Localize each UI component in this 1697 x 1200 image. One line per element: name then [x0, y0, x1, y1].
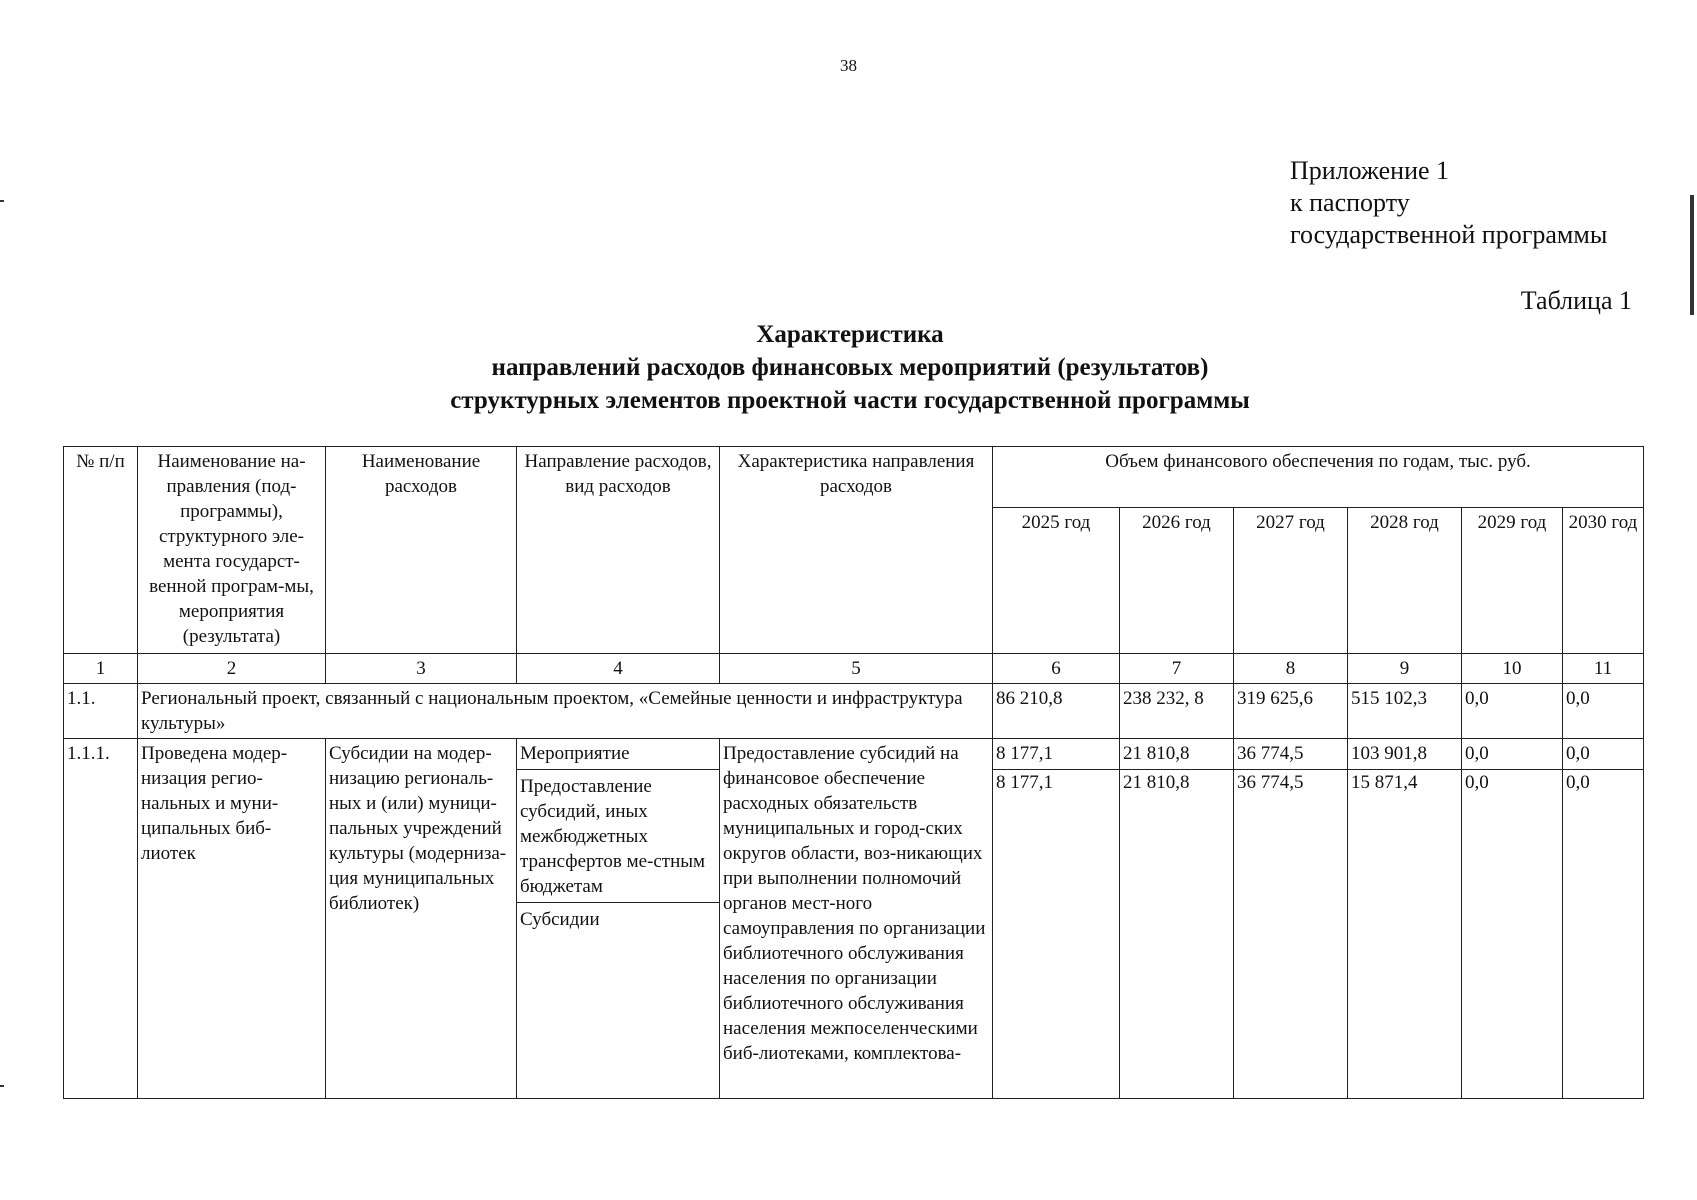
- direction-subsidies-transfers: Предоставление субсидий, иных межбюджетных трансфертов ме-стным бюджетам: [520, 776, 706, 897]
- value-2029-subsidies: 0,0: [1465, 772, 1489, 793]
- value-2026-subsidies: 21 810,8: [1123, 772, 1190, 793]
- scan-edge-mark: [0, 1085, 4, 1087]
- column-number: 6: [993, 654, 1120, 684]
- value-2028-cell: [1348, 739, 1462, 1099]
- result-name: Проведена модер-низация регио-нальных и муни-ципальных биб-лиотек: [138, 739, 326, 1099]
- expense-direction: [517, 739, 720, 1099]
- value-2026: 21 810,8: [1120, 741, 1233, 770]
- value-2027: 319 625,6: [1234, 684, 1348, 739]
- header-year-2025: 2025 год: [993, 508, 1120, 654]
- column-number: 4: [517, 654, 720, 684]
- direction-subsidies: Субсидии: [517, 902, 719, 932]
- value-2025: 86 210,8: [993, 684, 1120, 739]
- value-2026-cell: [1120, 739, 1234, 1099]
- value-2030-subsidies: 0,0: [1566, 772, 1590, 793]
- column-number: 2: [138, 654, 326, 684]
- column-number: 1: [64, 654, 138, 684]
- appendix-note: [1290, 155, 1607, 251]
- page-number: 38: [840, 56, 857, 75]
- header-expense-name: Наименование расходов: [326, 447, 517, 654]
- column-number: 9: [1348, 654, 1462, 684]
- expense-name: Субсидии на модер-низацию региональ-ных и (или) муници-пальных учреждений культуры (модерниза-ция муниципальных библиотек): [326, 739, 517, 1099]
- title-line-1: Характеристика: [756, 321, 944, 348]
- scan-edge-mark: [0, 200, 4, 202]
- value-2030-cell: [1563, 739, 1644, 1099]
- appendix-line-1: Приложение 1: [1290, 156, 1450, 185]
- header-number: № п/п: [64, 447, 138, 654]
- direction-event: Мероприятие: [517, 741, 719, 770]
- expenses-table: [63, 446, 1644, 1099]
- column-number-row: [64, 654, 1644, 684]
- header-direction-name: Наименование на-правления (под-программы), структурного эле-мента государст-венной програм-мы, мероприятия (результата): [138, 447, 326, 654]
- direction-characteristic: Предоставление субсидий на финансовое обеспечение расходных обязательств муниципальных и город-ских округов области, воз-никающих при выполнении полномочий органов мест-ного самоуправления по организации библиотечного обслуживания населения по организации библиотечного обслуживания населения межпоселенческими биб-лиотеками, комплектова-: [720, 739, 993, 1099]
- header-funding-volume: Объем финансового обеспечения по годам, тыс. руб.: [993, 447, 1644, 508]
- value-2028-subsidies: 15 871,4: [1351, 772, 1418, 793]
- column-number: 10: [1462, 654, 1563, 684]
- table-row-1-1-1: [64, 739, 1644, 1099]
- appendix-line-2: к паспорту: [1290, 188, 1410, 217]
- value-2029: 0,0: [1462, 684, 1563, 739]
- column-number: 11: [1563, 654, 1644, 684]
- value-2025: 8 177,1: [993, 741, 1119, 770]
- value-2030: 0,0: [1563, 684, 1644, 739]
- regional-project-name: Региональный проект, связанный с национальным проектом, «Семейные ценности и инфраструктура культуры»: [138, 684, 993, 739]
- value-2025-subsidies: 8 177,1: [996, 772, 1053, 793]
- column-number: 5: [720, 654, 993, 684]
- value-2027-subsidies: 36 774,5: [1237, 772, 1304, 793]
- row-number: 1.1.: [64, 684, 138, 739]
- value-2030: 0,0: [1563, 741, 1643, 770]
- header-year-2027: 2027 год: [1234, 508, 1348, 654]
- value-2029-cell: [1462, 739, 1563, 1099]
- header-year-2030: 2030 год: [1563, 508, 1644, 654]
- value-2028: 103 901,8: [1348, 741, 1461, 770]
- column-number: 7: [1120, 654, 1234, 684]
- row-number: 1.1.1.: [64, 739, 138, 1099]
- value-2027: 36 774,5: [1234, 741, 1347, 770]
- header-row-1: [64, 447, 1644, 508]
- header-characteristic: Характеристика направления расходов: [720, 447, 993, 654]
- column-number: 3: [326, 654, 517, 684]
- value-2028: 515 102,3: [1348, 684, 1462, 739]
- header-year-2029: 2029 год: [1462, 508, 1563, 654]
- table-label: Таблица 1: [1520, 286, 1632, 315]
- scan-edge-mark: [1690, 195, 1694, 315]
- appendix-line-3: государственной программы: [1290, 220, 1608, 249]
- title-line-3: структурных элементов проектной части государственной программы: [450, 387, 1250, 414]
- value-2029: 0,0: [1462, 741, 1562, 770]
- title-line-2: направлений расходов финансовых мероприятий (результатов): [491, 354, 1209, 381]
- header-year-2028: 2028 год: [1348, 508, 1462, 654]
- column-number: 8: [1234, 654, 1348, 684]
- header-year-2026: 2026 год: [1120, 508, 1234, 654]
- document-title: [300, 318, 1400, 417]
- table-row-1-1: [64, 684, 1644, 739]
- value-2025-cell: [993, 739, 1120, 1099]
- header-expense-direction: Направление расходов, вид расходов: [517, 447, 720, 654]
- value-2027-cell: [1234, 739, 1348, 1099]
- value-2026: 238 232, 8: [1120, 684, 1234, 739]
